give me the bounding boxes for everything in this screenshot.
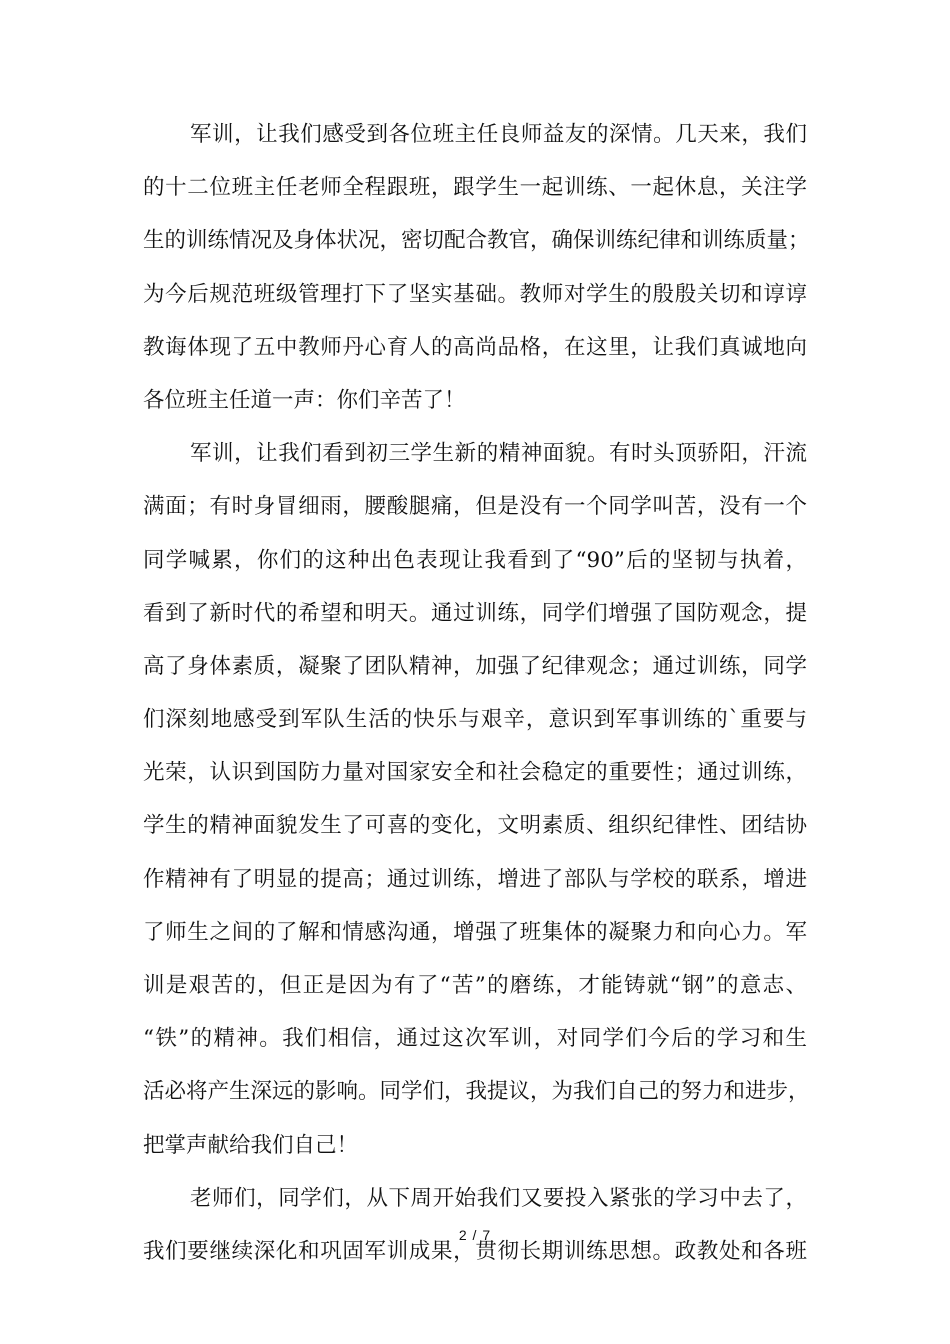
text-line: 作精神有了明显的提高；通过训练，增进了部队与学校的联系，增进 <box>143 866 807 892</box>
text-line: 同学喊累，你们的这种出色表现让我看到了“90”后的坚韧与执着， <box>143 547 807 573</box>
text-line: 教诲体现了五中教师丹心育人的高尚品格，在这里，让我们真诚地向 <box>143 334 807 360</box>
text-line: 军训，让我们感受到各位班主任良师益友的深情。几天来，我们 <box>190 122 807 147</box>
text-line: 了师生之间的了解和情感沟通，增强了班集体的凝聚力和向心力。军 <box>143 919 807 945</box>
text-line: 各位班主任道一声：你们辛苦了！ <box>143 387 466 413</box>
page-number: 2 / 7 <box>458 1227 492 1243</box>
text-line: 为今后规范班级管理打下了坚实基础。教师对学生的殷殷关切和谆谆 <box>143 281 807 307</box>
text-line: 军训，让我们看到初三学生新的精神面貌。有时头顶骄阳，汗流 <box>190 441 807 467</box>
text-line: 学生的精神面貌发生了可喜的变化，文明素质、组织纪律性、团结协 <box>143 813 807 839</box>
paragraph-2 <box>143 427 810 1172</box>
text-line: 们深刻地感受到军队生活的快乐与艰辛，意识到军事训练的`重要与 <box>143 707 807 733</box>
text-line: 高了身体素质，凝聚了团队精神，加强了纪律观念；通过训练，同学 <box>143 653 807 679</box>
text-line: “铁”的精神。我们相信，通过这次军训，对同学们今后的学习和生 <box>143 1026 807 1052</box>
text-line: 光荣，认识到国防力量对国家安全和社会稳定的重要性；通过训练， <box>143 760 807 786</box>
text-line: 活必将产生深远的影响。同学们，我提议，为我们自己的努力和进步， <box>143 1079 810 1105</box>
text-line: 老师们，同学们，从下周开始我们又要投入紧张的学习中去了， <box>190 1185 807 1211</box>
text-line: 把掌声献给我们自己！ <box>143 1132 359 1158</box>
paragraph-3 <box>143 1172 807 1278</box>
text-line: 的十二位班主任老师全程跟班，跟学生一起训练、一起休息，关注学 <box>143 175 807 201</box>
text-line: 满面；有时身冒细雨，腰酸腿痛，但是没有一个同学叫苦，没有一个 <box>143 494 807 520</box>
text-line: 生的训练情况及身体状况，密切配合教官，确保训练纪律和训练质量； <box>143 228 810 254</box>
paragraph-1 <box>143 108 810 427</box>
text-line: 我们要继续深化和巩固军训成果，贯彻长期训练思想。政教处和各班 <box>143 1238 807 1264</box>
text-line: 看到了新时代的希望和明天。通过训练，同学们增强了国防观念，提 <box>143 600 807 626</box>
text-line: 训是艰苦的，但正是因为有了“苦”的磨练，才能铸就“钢”的意志、 <box>143 973 807 998</box>
document-body <box>143 108 810 1278</box>
